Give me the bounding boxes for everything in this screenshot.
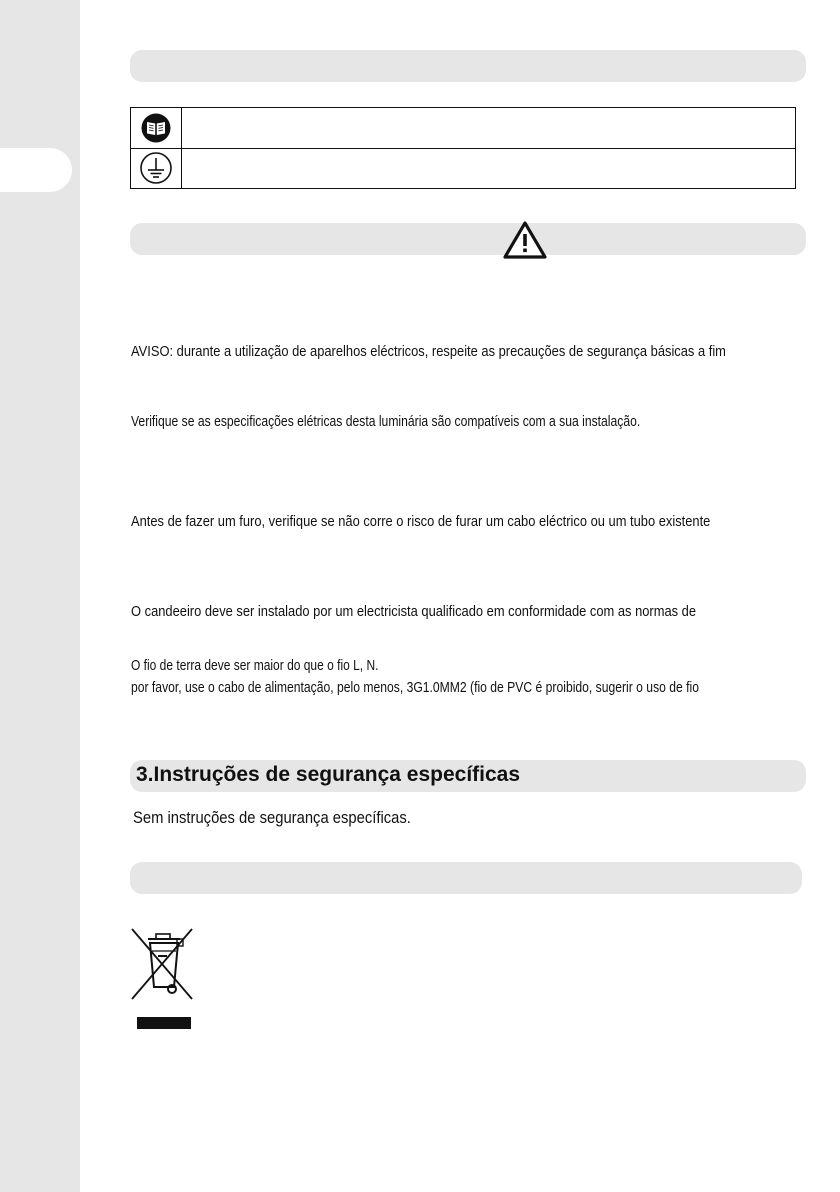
symbols-row-earth (131, 148, 795, 188)
symbols-row-manual (131, 108, 795, 149)
section-3-heading: 3.Instruções de segurança específicas (136, 763, 521, 786)
paragraph-power-cable: por favor, use o cabo de alimentação, pelo menos, 3G1.0MM2 (fio de PVC é proibido, sugerir o uso de fio (131, 679, 699, 696)
paragraph-electrical-specs: Verifique se as especificações elétricas desta luminária são compatíveis com a sua instalação. (131, 413, 641, 430)
earth-ground-icon (139, 151, 173, 185)
section-bar-3 (130, 760, 806, 792)
crossed-out-wheelie-bin-icon (128, 925, 198, 1005)
paragraph-drilling: Antes de fazer um furo, verifique se não corre o risco de furar um cabo eléctrico ou um tubo existente (131, 513, 711, 530)
paragraph-installer: O candeeiro deve ser instalado por um electricista qualificado em conformidade com as normas de (131, 603, 697, 620)
section-bar-2 (130, 223, 806, 255)
section-bar-1 (130, 50, 806, 82)
symbols-cell-icon (131, 148, 182, 188)
manual-book-icon (140, 112, 172, 144)
paragraph-earth-wire: O fio de terra deve ser maior do que o fio L, N. (131, 657, 379, 674)
side-tab (0, 148, 72, 192)
symbols-cell-icon (131, 108, 182, 148)
section-bar-4 (130, 862, 802, 894)
paragraph-warning: AVISO: durante a utilização de aparelhos eléctricos, respeite as precauções de segurança básicas a fim (131, 343, 726, 360)
symbols-table (130, 107, 796, 189)
section-3-body: Sem instruções de segurança específicas. (133, 808, 411, 827)
disposal-bar (137, 1017, 191, 1029)
warning-triangle-icon (502, 220, 548, 260)
